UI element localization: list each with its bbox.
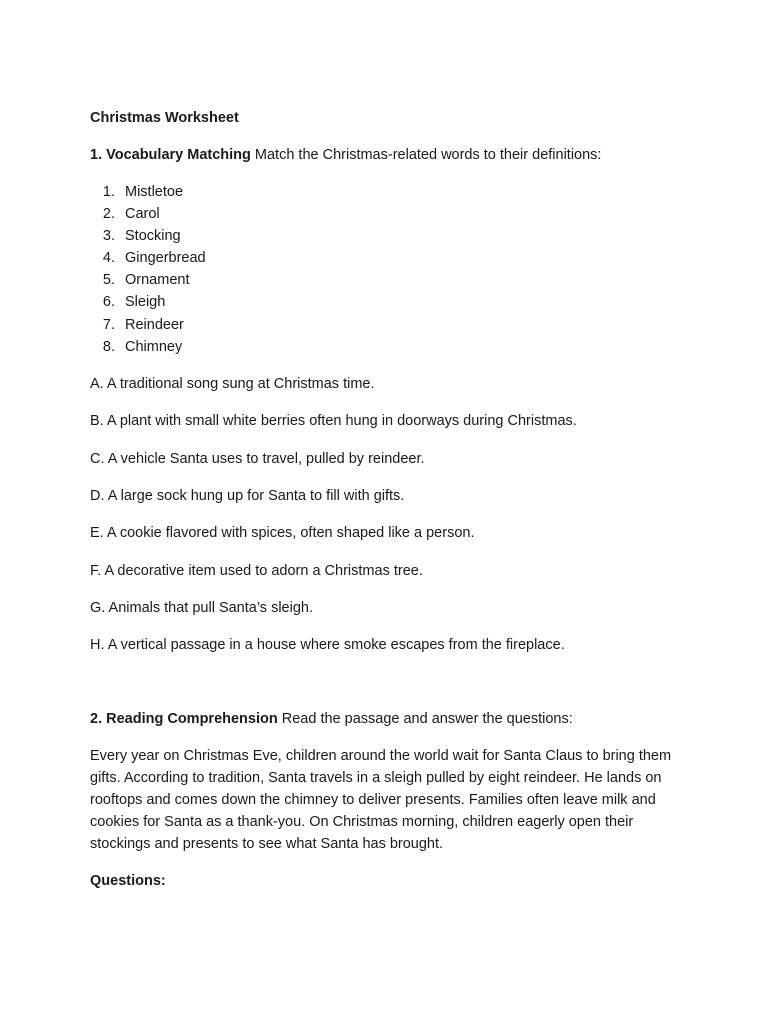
list-item-word: Carol bbox=[125, 206, 160, 223]
definition-h: H. A vertical passage in a house where smoke escapes from the fireplace. bbox=[90, 637, 565, 654]
list-item-word: Ornament bbox=[125, 272, 190, 289]
definition-d: D. A large sock hung up for Santa to fill with gifts. bbox=[90, 487, 405, 504]
list-item-word: Mistletoe bbox=[125, 184, 184, 200]
list-item-word: Sleigh bbox=[125, 294, 166, 311]
list-item bbox=[90, 225, 690, 247]
definition-b: B. A plant with small white berries often hung in doorways during Christmas. bbox=[90, 413, 577, 430]
list-item-word: Gingerbread bbox=[125, 250, 206, 267]
list-item-number: 1. bbox=[102, 184, 115, 200]
list-item bbox=[90, 291, 690, 313]
list-item-number: 4. bbox=[102, 250, 115, 267]
reading-passage: Every year on Christmas Eve, children around the world wait for Santa Claus to bring them gifts. According to tradition, Santa travels in a sleigh pulled by eight reindeer. He lands on rooftops and comes down the chimney to deliver presents. Families often leave milk and cookies for Santa as a thank-you. On Christmas morning, children eagerly open their stockings and presents to see what Santa has brought. bbox=[90, 748, 672, 853]
list-item-number: 5. bbox=[102, 272, 115, 289]
list-item bbox=[90, 336, 690, 358]
reading-instruction: Read the passage and answer the questions: bbox=[277, 711, 573, 728]
vocabulary-section-heading bbox=[90, 144, 690, 166]
vocabulary-heading-label: 1. Vocabulary Matching bbox=[90, 147, 251, 163]
list-item-number: 3. bbox=[102, 228, 115, 245]
questions-label: Questions: bbox=[90, 873, 166, 890]
reading-section-heading bbox=[90, 708, 690, 730]
list-item bbox=[90, 181, 690, 203]
list-item-word: Stocking bbox=[125, 228, 181, 245]
list-item-number: 7. bbox=[102, 316, 115, 333]
vocabulary-word-list bbox=[90, 181, 690, 358]
list-item bbox=[90, 314, 690, 336]
definition-e: E. A cookie flavored with spices, often shaped like a person. bbox=[90, 525, 475, 542]
definition-c: C. A vehicle Santa uses to travel, pulled by reindeer. bbox=[90, 450, 425, 467]
definition-f: F. A decorative item used to adorn a Christmas tree. bbox=[90, 562, 423, 579]
list-item-number: 2. bbox=[102, 206, 115, 223]
list-item bbox=[90, 203, 690, 225]
list-item bbox=[90, 269, 690, 291]
vocabulary-instruction: Match the Christmas-related words to their definitions: bbox=[250, 147, 602, 163]
list-item-word: Chimney bbox=[125, 338, 183, 355]
reading-heading-label: 2. Reading Comprehension bbox=[90, 711, 278, 728]
list-item-word: Reindeer bbox=[125, 316, 184, 333]
definition-g: G. Animals that pull Santa’s sleigh. bbox=[90, 600, 313, 617]
list-item bbox=[90, 247, 690, 269]
list-item-number: 6. bbox=[102, 294, 115, 311]
worksheet-page bbox=[90, 107, 690, 892]
worksheet-title: Christmas Worksheet bbox=[90, 110, 239, 126]
definition-a: A. A traditional song sung at Christmas time. bbox=[90, 375, 375, 392]
list-item-number: 8. bbox=[102, 338, 115, 355]
